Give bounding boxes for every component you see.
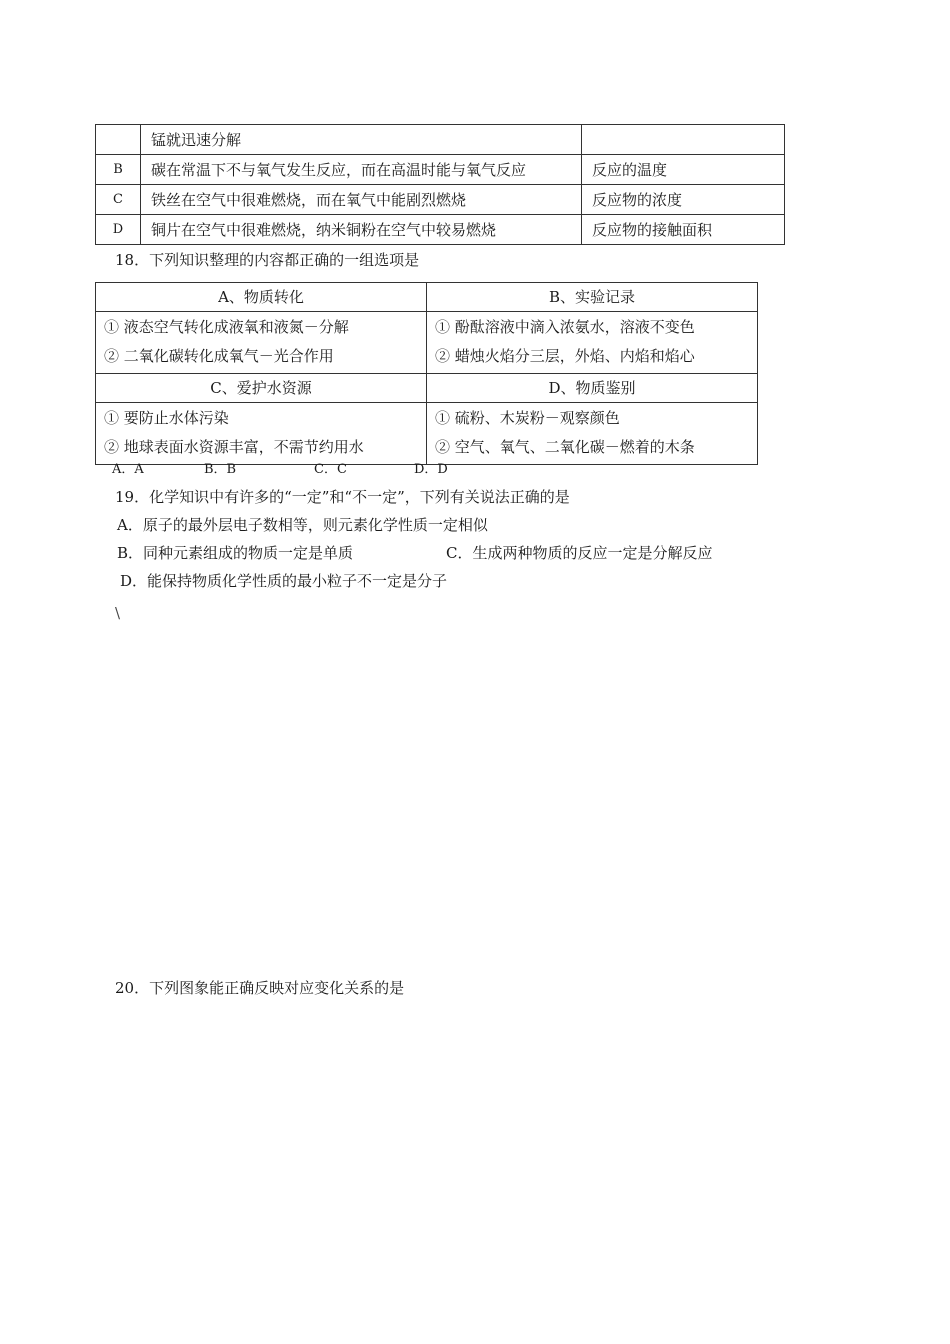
cell-d-content: [427, 403, 758, 465]
cell-line: ② 蜡烛火焰分三层，外焰、内焰和焰心: [435, 347, 695, 365]
cell-line: ② 二氧化碳转化成氧气－光合作用: [104, 347, 334, 365]
q18-option-b[interactable]: B．B: [204, 462, 237, 477]
cell-d-title: D、物质鉴别: [427, 374, 758, 403]
row-letter: B: [96, 155, 141, 185]
q20-stem: 20．下列图象能正确反映对应变化关系的是: [115, 979, 405, 997]
row-description: 铁丝在空气中很难燃烧，而在氧气中能剧烈燃烧: [141, 185, 582, 215]
table-row: [96, 155, 785, 185]
cell-a-title: A、物质转化: [96, 283, 427, 312]
table-row: [96, 312, 758, 374]
table-row: [96, 283, 758, 312]
table-row: [96, 215, 785, 245]
row-letter: C: [96, 185, 141, 215]
row-letter: D: [96, 215, 141, 245]
cell-line: ① 酚酞溶液中滴入浓氨水，溶液不变色: [435, 318, 695, 336]
row-factor: [582, 125, 785, 155]
cell-b-title: B、实验记录: [427, 283, 758, 312]
cell-b-content: [427, 312, 758, 374]
row-description: 铜片在空气中很难燃烧，纳米铜粉在空气中较易燃烧: [141, 215, 582, 245]
cell-line: ① 液态空气转化成液氧和液氮－分解: [104, 318, 349, 336]
row-factor: 反应物的接触面积: [582, 215, 785, 245]
q18-option-a[interactable]: A．A: [112, 462, 144, 477]
cell-c-title: C、爱护水资源: [96, 374, 427, 403]
q19-option-d[interactable]: D．能保持物质化学性质的最小粒子不一定是分子: [120, 572, 448, 590]
cell-a-content: [96, 312, 427, 374]
q17-factor-table: [95, 124, 785, 245]
cell-c-content: [96, 403, 427, 465]
cell-line: ① 硫粉、木炭粉－观察颜色: [435, 409, 620, 427]
q19-stem: 19．化学知识中有许多的“一定”和“不一定”，下列有关说法正确的是: [115, 488, 570, 506]
cell-line: ② 地球表面水资源丰富，不需节约用水: [104, 438, 364, 456]
cell-line: ① 要防止水体污染: [104, 409, 229, 427]
table-row: [96, 374, 758, 403]
q18-stem: 18．下列知识整理的内容都正确的一组选项是: [115, 251, 420, 269]
q19-option-b[interactable]: B．同种元素组成的物质一定是单质: [117, 544, 354, 562]
stray-mark: \: [115, 604, 121, 622]
table-row: [96, 403, 758, 465]
row-letter: [96, 125, 141, 155]
cell-line: ② 空气、氧气、二氧化碳－燃着的木条: [435, 438, 695, 456]
row-description: 锰就迅速分解: [141, 125, 582, 155]
q18-option-d[interactable]: D．D: [414, 462, 448, 477]
table-row: [96, 185, 785, 215]
row-factor: 反应的温度: [582, 155, 785, 185]
row-description: 碳在常温下不与氧气发生反应，而在高温时能与氧气反应: [141, 155, 582, 185]
table-row: [96, 125, 785, 155]
q18-option-c[interactable]: C．C: [314, 462, 347, 477]
q19-option-c[interactable]: C．生成两种物质的反应一定是分解反应: [446, 544, 713, 562]
row-factor: 反应物的浓度: [582, 185, 785, 215]
q18-knowledge-table: [95, 282, 758, 465]
q19-option-a[interactable]: A．原子的最外层电子数相等，则元素化学性质一定相似: [117, 516, 488, 534]
